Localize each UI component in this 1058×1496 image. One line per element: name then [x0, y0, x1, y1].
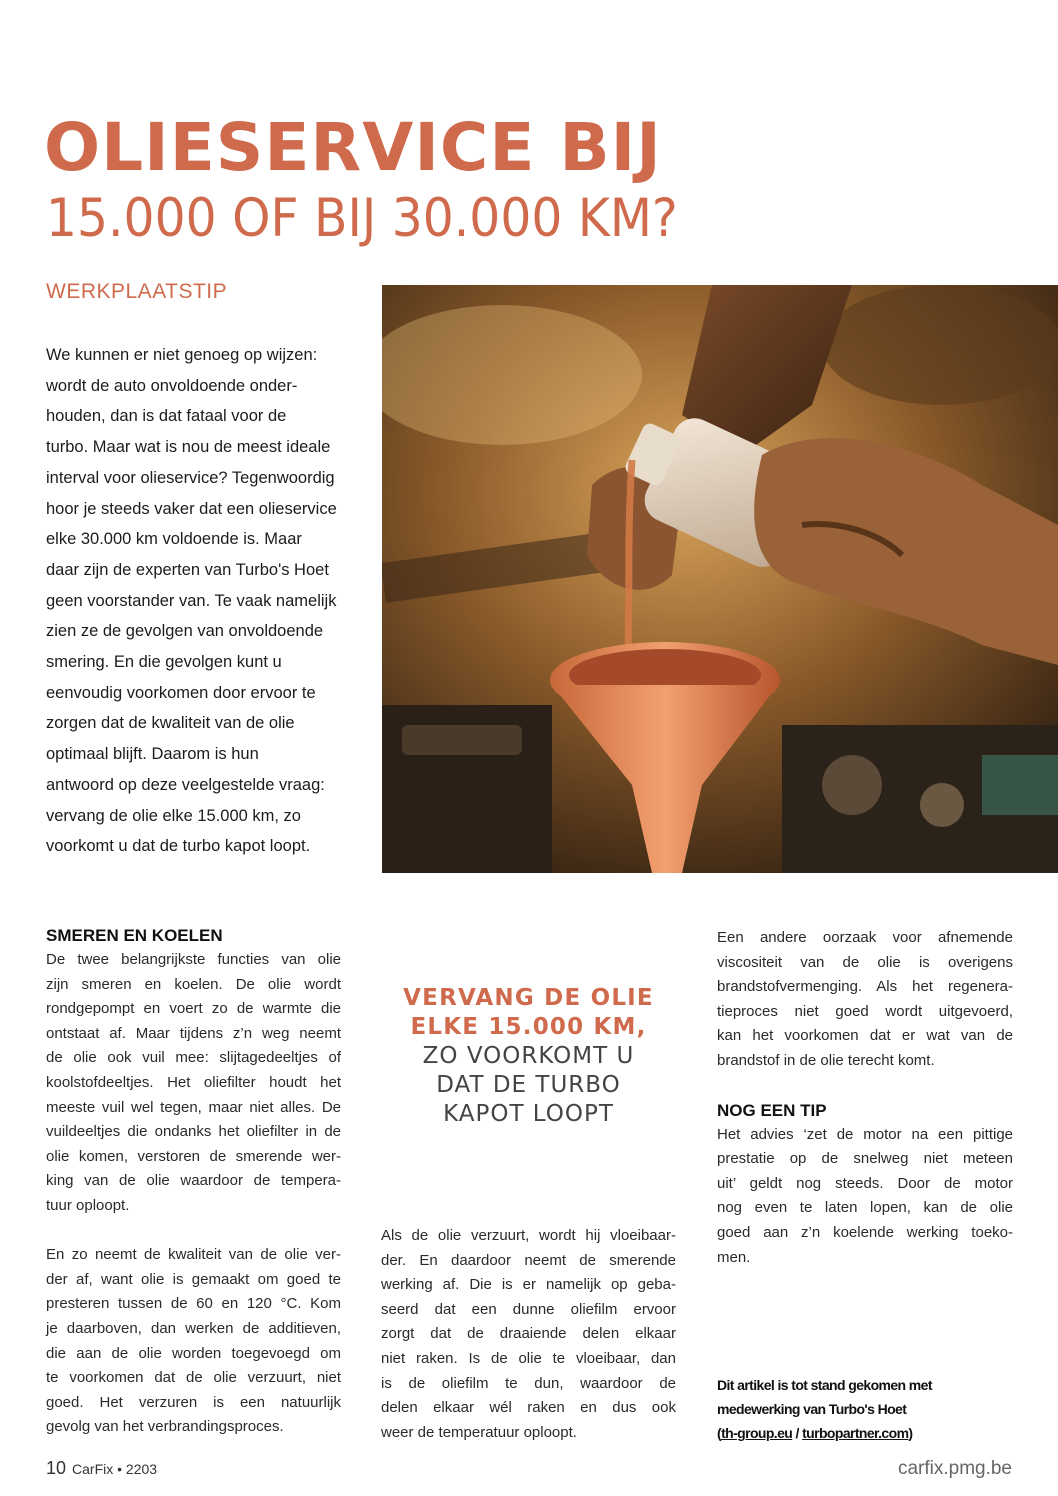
body-paragraph	[46, 948, 341, 1219]
article-credit	[717, 1373, 1017, 1445]
intro-line: hoor je steeds vaker dat een olieservice	[46, 499, 337, 518]
column-middle	[381, 1224, 676, 1445]
body-line: En zo neemt de kwaliteit van de olie ver-	[46, 1246, 341, 1264]
intro-line: turbo. Maar wat is nou de meest ideale	[46, 438, 331, 457]
intro-line: optimaal blijft. Daarom is hun	[46, 745, 259, 764]
section-kicker: WERKPLAATSTIP	[46, 280, 228, 303]
body-line: goed aan z’n koelende werking toeko-	[717, 1223, 1013, 1241]
body-paragraph	[46, 1243, 341, 1440]
body-paragraph	[717, 1123, 1013, 1271]
body-line: zijn smeren en koelen. De olie wordt	[46, 975, 341, 993]
intro-line: We kunnen er niet genoeg op wijzen:	[46, 346, 318, 364]
body-line: men.	[717, 1248, 751, 1266]
body-line: der. En daardoor neemt de smerende	[381, 1251, 676, 1269]
body-line: viscositeit van de olie is overigens	[717, 953, 1013, 971]
credit-line: Dit artikel is tot stand gekomen met	[717, 1377, 932, 1393]
intro-paragraph	[46, 340, 346, 862]
body-line: kan het voorkomen dat er wat van de	[717, 1027, 1013, 1045]
credit-links	[717, 1421, 1017, 1445]
intro-line: voorkomt u dat de turbo kapot loopt.	[46, 837, 311, 856]
body-line: tieproces niet goed wordt uitgevoerd,	[717, 1002, 1013, 1020]
body-line: brandstofvermenging. Als het regenera-	[717, 978, 1013, 996]
pull-quote-line: ELKE 15.000 KM,	[410, 1014, 647, 1040]
body-line: vuildeeltjes die ondanks het oliefilter in de	[46, 1123, 341, 1141]
body-line: brandstof in de olie terecht komt.	[717, 1051, 935, 1069]
intro-line: smering. En die gevolgen kunt u	[46, 653, 282, 672]
credit-separator: /	[792, 1425, 803, 1441]
section-heading: SMEREN EN KOELEN	[46, 926, 223, 945]
intro-line: antwoord op deze veelgestelde vraag:	[46, 775, 325, 794]
body-line: delen elkaar wél raken en dus ook	[381, 1399, 676, 1417]
body-line: presteren tussen de 60 en 120 °C. Kom	[46, 1295, 341, 1313]
credit-line: medewerking van Turbo's Hoet	[717, 1401, 907, 1417]
credit-paren-open: (	[717, 1425, 722, 1441]
oil-pouring-illustration	[382, 285, 1058, 873]
intro-line: daar zijn de experten van Turbo's Hoet	[46, 560, 329, 579]
body-line: meeste vuil wel tegen, maar niet alles. De	[46, 1098, 341, 1116]
body-line: king van de olie waardoor de tempera-	[46, 1172, 341, 1190]
link-turbopartner[interactable]: turbopartner.com	[802, 1425, 909, 1441]
body-paragraph	[381, 1224, 676, 1445]
headline: OLIESERVICE BIJ	[44, 109, 662, 186]
pull-quote-line: ZO VOORKOMT U	[422, 1043, 635, 1069]
intro-line: interval voor olieservice? Tegenwoordig	[46, 468, 335, 487]
body-line: seerd dat een dunne oliefilm ervoor	[381, 1300, 676, 1318]
intro-line: eenvoudig voorkomen door ervoor te	[46, 683, 316, 702]
body-line: die aan de olie worden toegevoegd om	[46, 1344, 341, 1362]
pull-quote-line: VERVANG DE OLIE	[403, 985, 654, 1011]
page-number: 10	[46, 1458, 67, 1478]
body-line: prestatie op de snelweg niet meteen	[717, 1150, 1013, 1168]
intro-line: geen voorstander van. Te vaak namelijk	[46, 591, 337, 610]
subheadline: 15.000 OF BIJ 30.000 KM?	[46, 188, 678, 249]
body-line: zorgt dat de draaiende delen elkaar	[381, 1325, 676, 1343]
body-line: der af, want olie is gemaakt om goed te	[46, 1270, 341, 1288]
body-line: olie komen, verstoren de smerende wer-	[46, 1147, 341, 1165]
column-smeren-en-koelen	[46, 924, 341, 1440]
body-line: niet raken. Is de olie te vloeibaar, dan	[381, 1349, 676, 1367]
body-line: uit’ geldt nog steeds. Door de motor	[717, 1174, 1013, 1192]
pull-quote-line: DAT DE TURBO	[436, 1072, 621, 1098]
pull-quote	[381, 984, 676, 1129]
body-line: Als de olie verzuurt, wordt hij vloeibaar-	[381, 1227, 676, 1244]
credit-paren-close: )	[908, 1425, 913, 1441]
intro-line: vervang de olie elke 15.000 km, zo	[46, 806, 301, 825]
intro-line: elke 30.000 km voldoende is. Maar	[46, 530, 302, 549]
intro-line: houden, dan is dat fataal voor de	[46, 407, 287, 426]
page-footer-left	[46, 1458, 157, 1479]
body-line: Het advies ‘zet de motor na een pittige	[717, 1125, 1013, 1143]
intro-line: zorgen dat de kwaliteit van de olie	[46, 714, 295, 733]
body-line: weer de temperatuur oploopt.	[381, 1423, 577, 1441]
section-heading: NOG EEN TIP	[717, 1100, 827, 1120]
body-line: De twee belangrijkste functies van olie	[46, 951, 341, 968]
body-line: is de oliefilm te dun, waardoor de	[381, 1374, 676, 1392]
link-th-group[interactable]: th-group.eu	[721, 1425, 793, 1441]
magazine-issue: CarFix • 2203	[72, 1461, 158, 1477]
body-line: te voorkomen dat de olie verzuurt, niet	[46, 1369, 341, 1387]
body-line: gevolg van het verbrandingsproces.	[46, 1418, 284, 1436]
column-right	[717, 926, 1013, 1270]
hero-photo-oil-pouring	[382, 285, 1058, 873]
intro-line: zien ze de gevolgen van onvoldoende	[46, 622, 324, 641]
body-line: goed. Het verzuren is een natuurlijk	[46, 1393, 341, 1411]
pull-quote-line: KAPOT LOOPT	[443, 1101, 614, 1127]
body-line: rondgepompt en voert zo de warmte die	[46, 1000, 341, 1018]
body-line: werking af. Die is er namelijk op geba-	[381, 1276, 676, 1294]
website-url[interactable]: carfix.pmg.be	[897, 1458, 1012, 1479]
body-line: Een andere oorzaak voor afnemende	[717, 929, 1013, 946]
body-line: koolstofdeeltjes. Het oliefilter houdt het	[46, 1073, 341, 1091]
body-line: tuur oploopt.	[46, 1196, 130, 1214]
body-paragraph	[717, 926, 1013, 1074]
body-line: nog even te laten lopen, kan de olie	[717, 1199, 1013, 1217]
body-line: ontstaat af. Maar tijdens z’n weg neemt	[46, 1024, 341, 1042]
intro-line: wordt de auto onvoldoende onder-	[46, 376, 298, 395]
body-line: je daarboven, dan werken de additieven,	[46, 1319, 341, 1337]
body-line: de olie ook vuil mee: slijtagedeeltjes of	[46, 1049, 341, 1067]
